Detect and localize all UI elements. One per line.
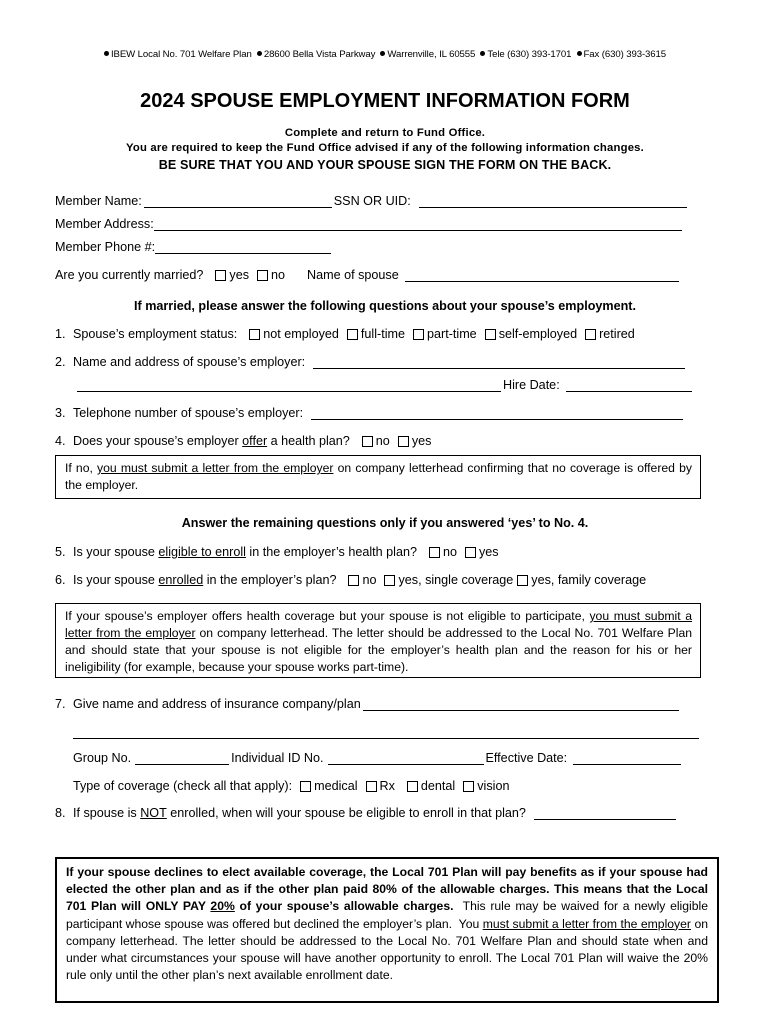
insurance-address-field[interactable] [73,726,699,739]
coverage-vision-checkbox[interactable] [463,781,474,792]
member-address-row [55,217,684,231]
q5-text-b: in the employer’s health plan? [245,545,417,559]
q7-number: 7. [55,697,66,711]
q5-row [55,545,499,559]
enroll-eligible-date-field[interactable] [534,807,676,820]
q2-text: Name and address of spouse’s employer: [73,355,306,369]
married-row [55,268,681,282]
member-phone-row [55,240,333,254]
member-name-row [55,194,689,208]
q6-number: 6. [55,573,66,587]
q4-yes-label: yes [411,434,432,448]
not-eligible-notice [55,603,701,678]
effective-date-field[interactable] [573,752,681,765]
coverage-dental-checkbox[interactable] [407,781,418,792]
q5-number: 5. [55,545,66,559]
q7-text: Give name and address of insurance company/plan [73,697,361,711]
member-address-label: Member Address: [55,217,154,231]
hire-date-label: Hire Date: [503,378,560,392]
employer-address-field[interactable] [77,379,501,392]
header-address-line [0,49,770,60]
q3-row [55,406,685,420]
section-heading: If married, please answer the following questions about your spouse’s employment. [134,299,636,313]
q7-row3 [73,751,683,765]
q6-family-checkbox[interactable] [517,575,528,586]
q5-yes-label: yes [479,545,499,559]
q1-option-label: full-time [360,327,405,341]
coverage-rx-checkbox[interactable] [366,781,377,792]
q1-retired-checkbox[interactable] [585,329,596,340]
q2-number: 2. [55,355,66,369]
coverage-option-label: Rx [379,779,395,793]
q4-row [55,434,431,448]
spouse-name-field[interactable] [405,269,679,282]
q8-text-b: enrolled, when will your spouse be eligible to enroll in that plan? [166,806,526,820]
q1-option-label: retired [599,327,635,341]
fax: Fax (630) 393-3615 [583,49,666,60]
bullet-icon [577,51,582,56]
effective-date-label: Effective Date: [485,751,568,765]
q4-no-checkbox[interactable] [362,436,373,447]
q4-no-label: no [375,434,390,448]
q4-text-b: a health plan? [267,434,350,448]
box3-bold-underline: 20% [210,899,235,914]
ssn-field[interactable] [419,195,687,208]
subtitle-sign: BE SURE THAT YOU AND YOUR SPOUSE SIGN THE FORM ON THE BACK. [158,158,612,172]
box1-post: on company letterhead confirming that no coverage is offered by the employer. [65,461,692,492]
no-coverage-notice [55,455,701,499]
bullet-icon [104,51,109,56]
q1-option-label: part-time [427,327,477,341]
member-address-field[interactable] [154,218,682,231]
member-phone-label: Member Phone #: [55,240,156,254]
married-yes-label: yes [229,268,249,282]
q1-full-time-checkbox[interactable] [347,329,358,340]
individual-id-field[interactable] [328,752,484,765]
q6-no-checkbox[interactable] [348,575,359,586]
insurance-company-field[interactable] [363,698,679,711]
coverage-option-label: vision [477,779,510,793]
q3-number: 3. [55,406,66,420]
q2-row2 [77,378,694,392]
q1-text: Spouse’s employment status: [73,327,238,341]
group-no-field[interactable] [135,752,229,765]
street-address: 28600 Bella Vista Parkway [263,49,376,60]
q1-not-employed-checkbox[interactable] [249,329,260,340]
q1-option-label: not employed [263,327,339,341]
q8-text-underline: NOT [140,806,167,820]
q4-text-underline: offer [242,434,268,448]
city-address: Warrenville, IL 60555 [387,49,476,60]
q7-row [55,697,681,711]
q1-number: 1. [55,327,66,341]
q5-yes-checkbox[interactable] [465,547,476,558]
coverage-type-label: Type of coverage (check all that apply): [73,779,293,793]
form-title: 2024 SPOUSE EMPLOYMENT INFORMATION FORM [140,90,630,112]
married-yes-checkbox[interactable] [215,270,226,281]
q5-text-underline: eligible to enroll [158,545,246,559]
married-question: Are you currently married? [55,268,204,282]
group-no-label: Group No. [73,751,132,765]
q6-text-b: in the employer’s plan? [203,573,337,587]
q7-row2 [73,726,701,739]
subtitle-return: Complete and return to Fund Office. [284,127,486,139]
hire-date-field[interactable] [566,379,692,392]
employer-phone-field[interactable] [311,407,683,420]
coverage-medical-checkbox[interactable] [300,781,311,792]
member-name-field[interactable] [144,195,332,208]
box3-bold-b: of your spouse’s allowable charges. [234,899,454,914]
declined-coverage-notice [55,857,719,1003]
married-no-label: no [271,268,286,282]
remaining-questions-heading: Answer the remaining questions only if you answered ‘yes’ to No. 4. [181,516,589,530]
individual-id-label: Individual ID No. [231,751,324,765]
q4-yes-checkbox[interactable] [398,436,409,447]
member-name-label: Member Name: [55,194,142,208]
box3-bold-a: If your spouse declines to elect available coverage, the Local 701 Plan will pay benefits as if your spouse had elected the other plan and as if the other plan paid 80% of the allowable charges. This means that the Local 701 Plan will ONLY PAY [66,865,708,914]
q6-family-label: yes, family coverage [531,573,647,587]
ssn-label: SSN OR UID: [333,194,411,208]
box2-underline: you must submit a letter from the employer [65,609,692,640]
q5-no-label: no [442,545,457,559]
bullet-icon [380,51,385,56]
q4-text-a: Does your spouse’s employer [73,434,243,448]
q2-row [55,355,687,369]
q6-single-checkbox[interactable] [384,575,395,586]
q8-row [55,806,678,820]
member-phone-field[interactable] [155,241,331,254]
box1-pre: If no, [65,461,98,475]
bullet-icon [480,51,485,56]
q6-text-a: Is your spouse [73,573,159,587]
q4-number: 4. [55,434,66,448]
q6-single-label: yes, single coverage [398,573,514,587]
subtitle-advise: You are required to keep the Fund Office advised if any of the following information changes. [125,142,645,154]
box2-post: on company letterhead. The letter should be addressed to the Local No. 701 Welfare Plan and should state that your spouse is not eligible for the employer’s health plan and the reason for his or her ineligibility (for example, because your spouse works part-time). [65,626,693,674]
telephone: Tele (630) 393-1701 [487,49,572,60]
q1-self-employed-checkbox[interactable] [485,329,496,340]
q1-row [55,327,635,341]
box3-plain-b: on company letterhead. The letter should be addressed to the Local No. 701 Welfare Plan and should state when and under what circumstances your spouse will have another opportunity to enroll. The Local 701 Plan will waive the 20% rule only until the other plan’s next available enrollment date. [66,916,709,983]
coverage-option-label: medical [314,779,358,793]
box3-plain-a: This rule may be waived for a newly eligible participant whose spouse was offered but declined the employer’s plan. You [66,899,712,931]
q5-text-a: Is your spouse [73,545,159,559]
coverage-option-label: dental [420,779,456,793]
employer-name-field[interactable] [313,356,685,369]
box3-underline: must submit a letter from the employer [482,916,691,931]
q6-row [55,573,646,587]
spouse-name-label: Name of spouse [307,268,399,282]
box1-underline: you must submit a letter from the employer [97,461,334,475]
q1-part-time-checkbox[interactable] [413,329,424,340]
married-no-checkbox[interactable] [257,270,268,281]
bullet-icon [257,51,262,56]
box2-pre: If your spouse’s employer offers health coverage but your spouse is not eligible to participate, [65,609,590,623]
q8-text-a: If spouse is [73,806,141,820]
q5-no-checkbox[interactable] [429,547,440,558]
q8-number: 8. [55,806,66,820]
q1-option-label: self-employed [498,327,578,341]
q3-text: Telephone number of spouse’s employer: [73,406,304,420]
q6-no-label: no [362,573,377,587]
plan-name: IBEW Local No. 701 Welfare Plan [110,49,252,60]
q6-text-underline: enrolled [158,573,204,587]
coverage-type-row [73,779,509,793]
